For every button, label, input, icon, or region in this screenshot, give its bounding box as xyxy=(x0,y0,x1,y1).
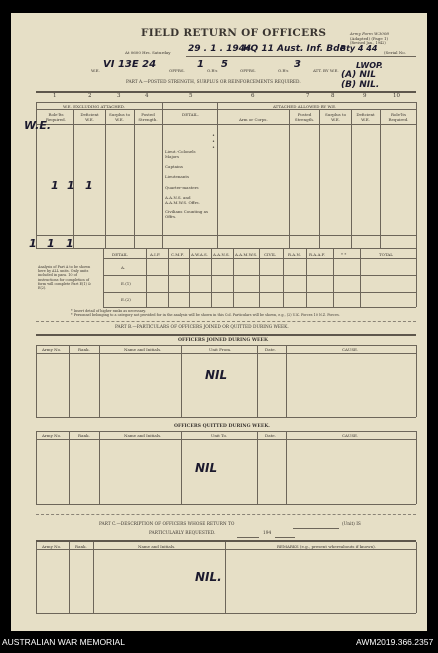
offrs-label-2: OFFRS. xyxy=(240,68,256,73)
handwritten-total-2: 1 xyxy=(47,237,55,250)
archive-footer xyxy=(0,633,438,653)
unit-code-handwritten: Bty 4 44 xyxy=(340,44,378,53)
handwritten-count-3: 1 xyxy=(85,179,93,192)
or-label-2: O.R's xyxy=(278,68,289,73)
offrs-label: OFFRS. xyxy=(169,68,185,73)
or-handwritten-2: 3 xyxy=(294,59,301,70)
footnote-1: * Insert detail of higher ranks as necessary. xyxy=(71,309,146,313)
at-hours-label: At 0600 Hrs. Saturday xyxy=(125,50,171,55)
we-handwritten: VI 13E 24 xyxy=(103,59,157,70)
offrs-handwritten: 1 xyxy=(197,59,204,70)
or-handwritten-1: 5 xyxy=(221,59,228,70)
form-page: FIELD RETURN OF OFFICERS Army Form W.3008 (Adapted) (Page 1) (Revised Jan., 1942) At 0600 Hrs. Saturday 29 . 1 . 1944 HQ 11 Aust. Inf. Bde Bty 4 44 (Serial No. W.E. VI 13E 24 OFFRS. 1 O.R's 5 OFFRS. O.R's 3 ATT. BY W.E. LWOP. (A) NIL (B) NIL. PART A.—POSTED STRENGTH, SURPLUS OR REINFORCEMENTS REQUIRED. 1 2 3 4 5 6 7 8 9 10 W.E. EXCLUDING ATTACHED. ATTACHED ALLOWED BY W.E. DETAIL. Role'lts Required. Deficient W.E. Surplus to W.E. Posted Strength. Arm or Corps. Posted Strength. Surplus to W.E. Deficient W.E. Role'lts Required. Lieut.-Colonels Majors Captains Lieutenants Quarter-masters A.A.N.S. and A.A.M.W.S. Offrs. Civilians Counting as Offrs. • • • W.E. 1 1 1 1 1 1 Analysis of Part A to be shown here by ALL units. Only units included in para. 10 of instructions for completion of form will complete Part E(1) & E(2). DETAIL A.I.F. C.M.F. A.W.A.S. A.A.N.S. A.A.M.W.S. CIVIL R.A.N. R.A.A.F. * * TOTAL A. E.(1) E.(2) * Insert detail of higher ranks as necessary. * Personnel belonging to a category not provided for in the analysis will be shown in this Col. Particulars will be shown, e.g., (2) U.K. Forces 10 N.Z. Forces. PART B.—PARTICULARS OF OFFICERS JOINED OR QUITTED DURING WEEK. OFFICERS JOINED DURING WEEK Army No. Rank. Name and Initials. Unit From. Date. CAUSE. NIL OFFICERS QUITTED DURING WEEK. Army No. Rank. Name and Initials. Unit To. Date. CAUSE. NIL PART C.—DESCRIPTION OF OFFICERS WHOSE RETURN TO (Unit) IS PARTICULARLY REQUESTED. 194 Army No. Rank. Name and Initials. REMARKS (e.g., present whereabouts if known). NIL. xyxy=(11,13,427,631)
serial-label: (Serial No. xyxy=(384,50,406,55)
handwritten-count-2: 1 xyxy=(67,179,75,192)
part-b-heading: PART B.—PARTICULARS OF OFFICERS JOINED OR QUITTED DURING WEEK. xyxy=(115,325,289,330)
attached-header: ATTACHED ALLOWED BY W.E. xyxy=(273,104,337,109)
unit-handwritten: HQ 11 Aust. Inf. Bde xyxy=(243,44,346,54)
we-excl-header: W.E. EXCLUDING ATTACHED. xyxy=(63,104,126,109)
handwritten-count-1: 1 xyxy=(51,179,59,192)
att-label: ATT. BY W.E. xyxy=(313,68,339,73)
form-revised: (Revised Jan., 1942) xyxy=(350,41,386,45)
form-title: FIELD RETURN OF OFFICERS xyxy=(141,27,327,39)
form-number: Army Form W.3008 xyxy=(350,31,389,36)
we-label: W.E. xyxy=(91,68,100,73)
handwritten-total-3: 1 xyxy=(66,237,74,250)
part-a-heading: PART A.—POSTED STRENGTH, SURPLUS OR REINFORCEMENTS REQUIRED. xyxy=(126,80,301,85)
analysis-detail-header: DETAIL xyxy=(112,252,128,257)
arm-corps-header: Arm or Corps. xyxy=(239,117,268,122)
part-c-year: 194 xyxy=(263,531,272,536)
bullet-marks: • • • xyxy=(212,133,215,151)
we-margin-handwritten: W.E. xyxy=(24,119,52,132)
joined-nil-handwritten: NIL xyxy=(205,368,228,382)
detail-header: DETAIL. xyxy=(182,112,199,117)
form-adapted: (Adapted) (Page 1) xyxy=(350,36,389,41)
part-c-heading: PART C.—DESCRIPTION OF OFFICERS WHOSE RETURN TO xyxy=(99,522,235,527)
att-a-handwritten: (A) NIL xyxy=(341,70,376,80)
att-handwritten: LWOP. xyxy=(356,61,383,70)
part-c-nil-handwritten: NIL. xyxy=(195,570,222,584)
joined-title: OFFICERS JOINED DURING WEEK xyxy=(178,338,269,343)
analysis-note: Analysis of Part A to be shown here by ALL units. Only units included in para. 10 of instructions for completion of form will complete Part E(1) & E(2). xyxy=(38,265,91,291)
att-b-handwritten: (B) NIL. xyxy=(341,80,380,90)
date-handwritten: 29 . 1 . 1944 xyxy=(188,44,252,54)
quitted-title: OFFICERS QUITTED DURING WEEK. xyxy=(174,424,270,429)
footer-institution: AUSTRALIAN WAR MEMORIAL xyxy=(2,637,125,647)
part-c-unit-is: (Unit) IS xyxy=(342,522,361,527)
quitted-nil-handwritten: NIL xyxy=(195,461,218,475)
handwritten-total-1: 1 xyxy=(29,237,37,250)
part-c-requested: PARTICULARLY REQUESTED. xyxy=(149,531,216,536)
footnote-2: * Personnel belonging to a category not provided for in the analysis will be shown in this Col. Particulars will be shown, e.g., (2) U.K. Forces 10 N.Z. Forces. xyxy=(71,313,340,317)
footer-accession: AWM2019.366.2357 xyxy=(356,637,434,647)
or-label-1: O.R's xyxy=(207,68,218,73)
